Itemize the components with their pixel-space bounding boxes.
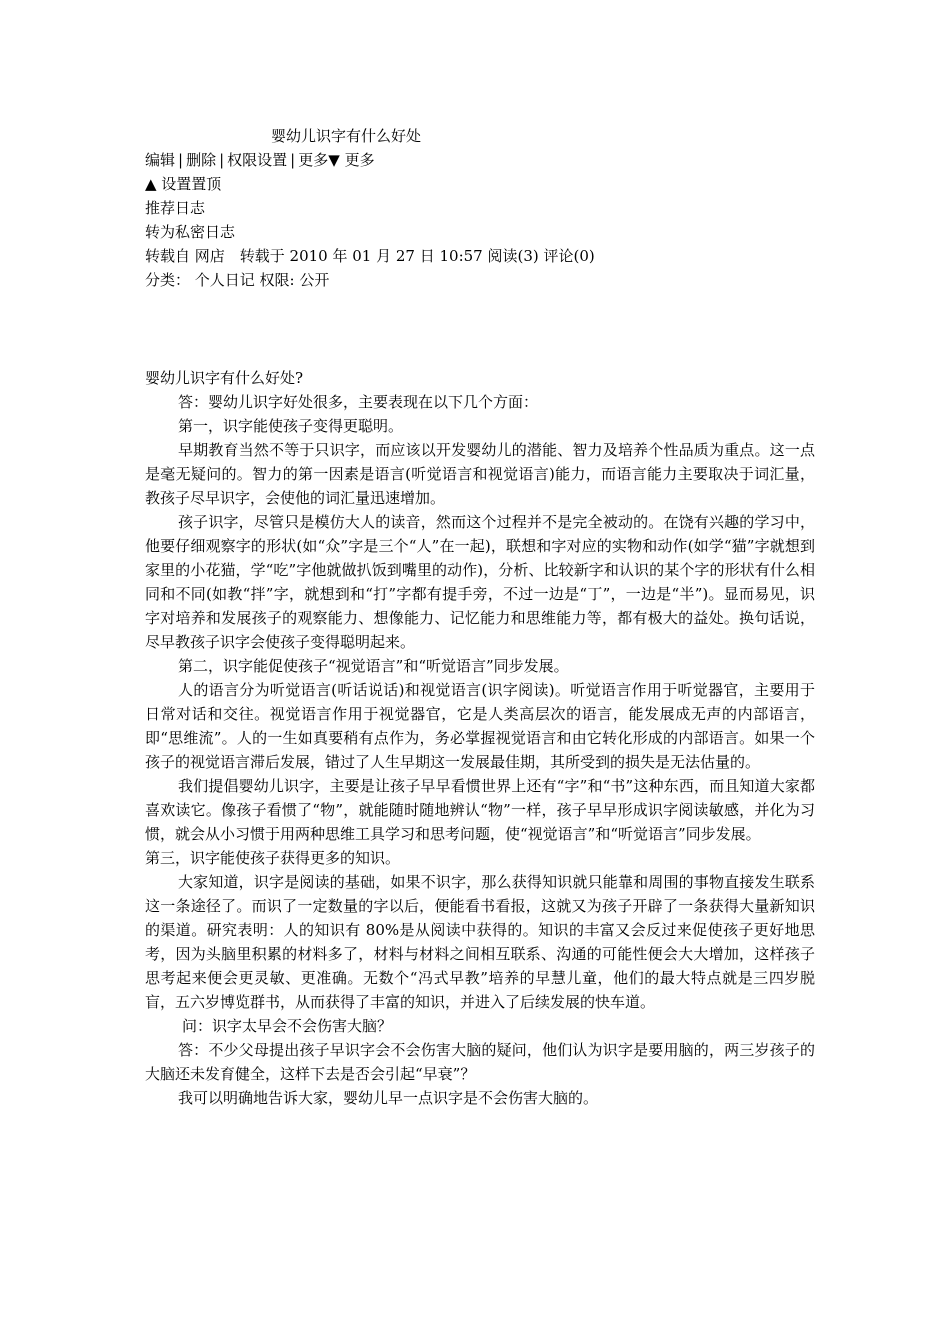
delete-link[interactable]: 删除 — [186, 151, 217, 169]
make-private-link[interactable]: 转为私密日志 — [145, 223, 236, 241]
permissions-link[interactable]: 权限设置 — [227, 151, 288, 169]
category-info: 分类： 个人日记 权限: 公开 — [145, 271, 330, 289]
paragraph: 人的语言分为听觉语言(听话说话)和视觉语言(识字阅读)。听觉语言作用于听觉器官，主要用于日常对话和交往。视觉语言作用于视觉器官，它是人类高层次的语言，能发展成无声的内部语言，即“思维流”。人的一生如真要稍有点作为，务必掌握视觉语言和由它转化形成的内部语言。如果一个孩子的视觉语言滞后发展，错过了人生早期这一发展最佳期，其所受到的损失是无法估量的。 — [145, 681, 815, 771]
more-dropdown[interactable]: 更多▼ — [298, 151, 340, 169]
paragraph: 我们提倡婴幼儿识字，主要是让孩子早早看惯世界上还有“字”和“书”这种东西，而且知道大家都喜欢读它。像孩子看惯了“物”，就能随时随地辨认“物”一样，孩子早早形成识字阅读敏感，并化为习惯，就会从小习惯于用两种思维工具学习和思考问题，使“视觉语言”和“听觉语言”同步发展。 — [145, 777, 815, 843]
recommend-link[interactable]: 推荐日志 — [145, 199, 206, 217]
repost-info: 转载自 网店 转载于 2010 年 01 月 27 日 10:57 阅读(3) 评论(0) — [145, 247, 595, 265]
section-heading: 第三，识字能使孩子获得更多的知识。 — [145, 849, 401, 867]
section-heading: 第二，识字能促使孩子“视觉语言”和“听觉语言”同步发展。 — [178, 657, 569, 675]
paragraph: 答：婴幼儿识字好处很多，主要表现在以下几个方面： — [178, 393, 539, 411]
paragraph: 孩子识字，尽管只是模仿大人的读音，然而这个过程并不是完全被动的。在饶有兴趣的学习中，他要仔细观察字的形状(如“众”字是三个“人”在一起)，联想和字对应的实物和动作(如学“猫”字就想到家里的小花猫，学“吃”字他就做扒饭到嘴里的动作)，分析、比较新字和认识的某个字的形状有什么相同和不同(如教“拌”字，就想到和“打”字都有提手旁，不过一边是“丁”，一边是“半”)。显而易见，识字对培养和发展孩子的观察能力、想像能力、记忆能力和思维能力等，都有极大的益处。换句话说，尽早教孩子识字会使孩子变得聪明起来。 — [145, 513, 815, 651]
edit-link[interactable]: 编辑 — [145, 151, 176, 169]
article-heading: 婴幼儿识字有什么好处? — [145, 369, 304, 387]
question: 问：识字太早会不会伤害大脑？ — [182, 1017, 393, 1035]
document-page — [145, 124, 815, 1110]
paragraph: 我可以明确地告诉大家，婴幼儿早一点识字是不会伤害大脑的。 — [178, 1089, 599, 1107]
spacer — [145, 292, 815, 366]
answer: 答：不少父母提出孩子早识字会不会伤害大脑的疑问，他们认为识字是要用脑的，两三岁孩子的大脑还未发育健全，这样下去是否会引起“早衰”？ — [145, 1041, 815, 1083]
separator: | — [219, 151, 225, 169]
more-link[interactable]: 更多 — [344, 151, 375, 169]
paragraph: 早期教育当然不等于只识字，而应该以开发婴幼儿的潜能、智力及培养个性品质为重点。这一点是毫无疑问的。智力的第一因素是语言(听觉语言和视觉语言)能力，而语言能力主要取决于词汇量，教孩子尽早识字，会使他的词汇量迅速增加。 — [145, 441, 815, 507]
page-title: 婴幼儿识字有什么好处 — [271, 127, 422, 145]
section-heading: 第一，识字能使孩子变得更聪明。 — [178, 417, 404, 435]
action-bar — [145, 148, 815, 172]
set-top-link[interactable]: ▲ 设置置顶 — [145, 175, 222, 193]
separator: | — [178, 151, 184, 169]
paragraph: 大家知道，识字是阅读的基础，如果不识字，那么获得知识就只能靠和周围的事物直接发生联系这一条途径了。而识了一定数量的字以后，便能看书看报，这就又为孩子开辟了一条获得大量新知识的渠道。研究表明：人的知识有 80%是从阅读中获得的。知识的丰富又会反过来促使孩子更好地思考，因为头脑里积累的材料多了，材料与材料之间相互联系、沟通的可能性便会大大增加，这样孩子思考起来便会更灵敏、更准确。无数个“冯式早教”培养的早慧儿童，他们的最大特点就是三四岁脱盲，五六岁博览群书，从而获得了丰富的知识，并进入了后续发展的快车道。 — [145, 873, 815, 1011]
separator: | — [290, 151, 296, 169]
